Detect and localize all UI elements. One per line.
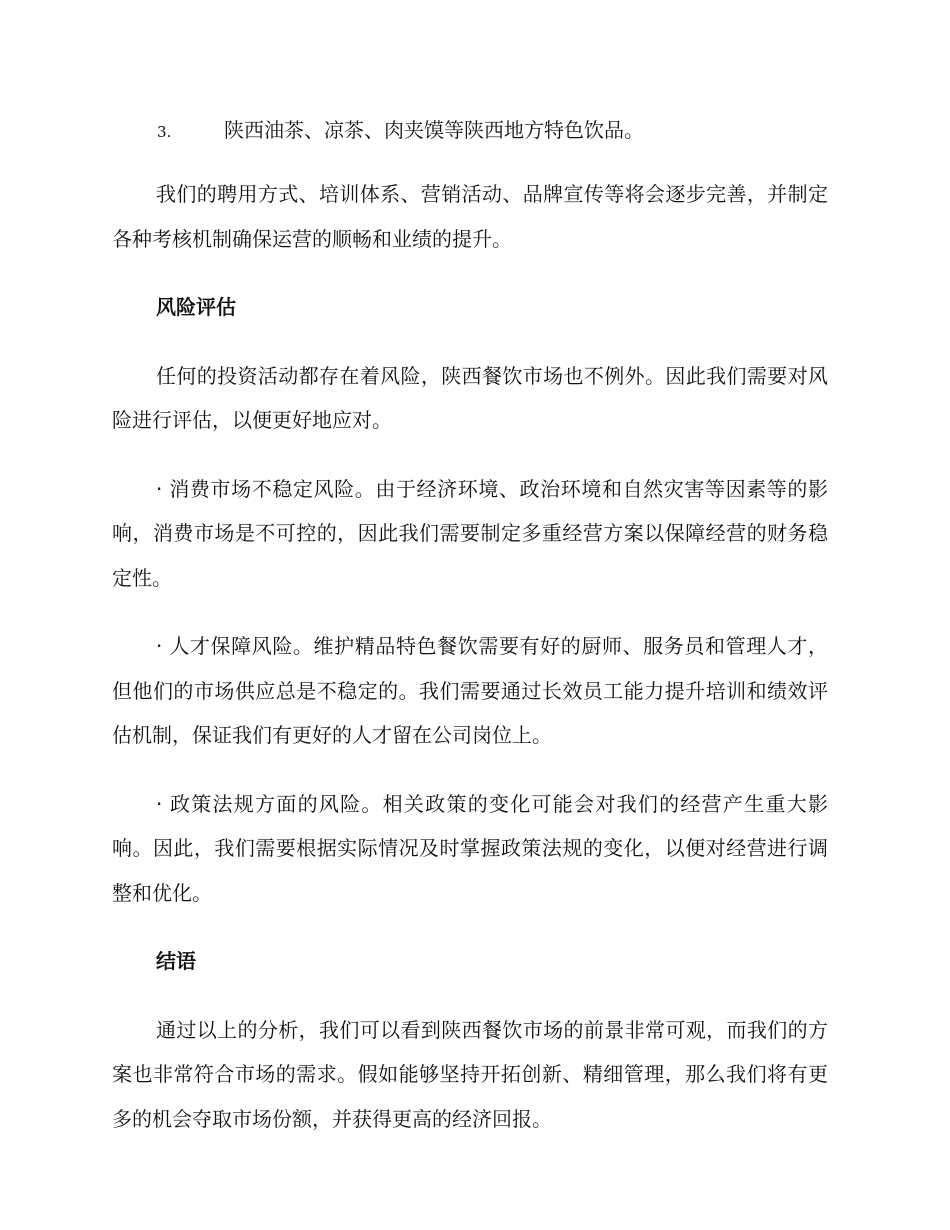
risk-intro-paragraph: 任何的投资活动都存在着风险，陕西餐饮市场也不例外。因此我们需要对风险进行评估，以便更好地应对。 [112,363,828,432]
risk-bullet-policy: · 政策法规方面的风险。相关政策的变化可能会对我们的经营产生重大影响。因此，我们需要根据实际情况及时掌握政策法规的变化，以便对经营进行调整和优化。 [112,791,828,905]
risk-bullet-talent: · 人才保障风险。维护精品特色餐饮需要有好的厨师、服务员和管理人才，但他们的市场供应总是不稳定的。我们需要通过长效员工能力提升培训和绩效评估机制，保证我们有更好的人才留在公司岗位上。 [112,634,828,747]
numbered-list-item [112,112,828,148]
intro-paragraph: 我们的聘用方式、培训体系、营销活动、品牌宣传等将会逐步完善，并制定各种考核机制确保运营的顺畅和业绩的提升。 [112,182,828,251]
conclusion-paragraph: 通过以上的分析，我们可以看到陕西餐饮市场的前景非常可观，而我们的方案也非常符合市场的需求。假如能够坚持开拓创新、精细管理，那么我们将有更多的机会夺取市场份额，并获得更高的经济回报。 [112,1017,828,1131]
list-item-text: 陕西油茶、凉茶、肉夹馍等陕西地方特色饮品。 [224,118,644,142]
risk-heading: 风险评估 [156,295,236,319]
risk-bullet-market: · 消费市场不稳定风险。由于经济环境、政治环境和自然灾害等因素等的影响，消费市场是不可控的，因此我们需要制定多重经营方案以保障经营的财务稳定性。 [112,476,828,590]
conclusion-heading: 结语 [156,949,196,973]
list-item-number: 3. [157,123,172,141]
document-content [112,112,828,1165]
